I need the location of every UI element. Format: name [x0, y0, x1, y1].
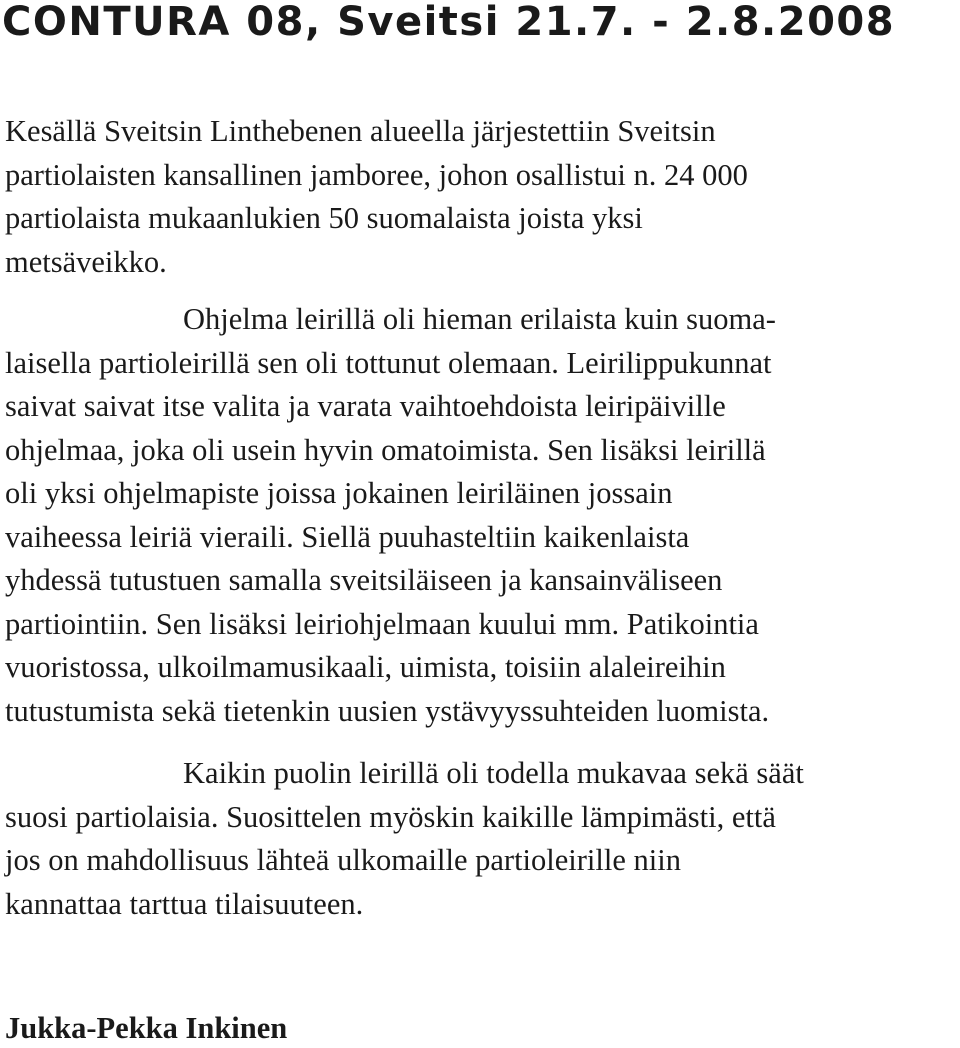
paragraph-intro — [5, 110, 960, 284]
text-line: metsäveikko. — [5, 244, 167, 279]
page-title: CONTURA 08, Sveitsi 21.7. - 2.8.2008 — [2, 0, 896, 45]
author-signature: Jukka-Pekka Inkinen — [5, 1011, 288, 1045]
text-line: partiolaisten kansallinen jamboree, johon osallistui n. 24 000 — [5, 157, 748, 192]
text-line: laisella partioleirillä sen oli tottunut olemaan. Leirilippukunnat — [5, 345, 772, 380]
text-line: vuoristossa, ulkoilmamusikaali, uimista, toisiin alaleireihin — [5, 650, 726, 684]
text-line: tutustumista sekä tietenkin uusien ystävyyssuhteiden luomista. — [5, 693, 770, 728]
text-line: ohjelmaa, joka oli usein hyvin omatoimista. Sen lisäksi leirillä — [5, 432, 766, 467]
text-line: vaiheessa leiriä vieraili. Siellä puuhasteltiin kaikenlaista — [5, 519, 690, 554]
text-line: Kesällä Sveitsin Linthebenen alueella järjestettiin Sveitsin — [5, 114, 716, 148]
text-line: kannattaa tarttua tilaisuuteen. — [5, 886, 364, 921]
text-line: Ohjelma leirillä oli hieman erilaista kuin suoma- — [183, 302, 776, 336]
text-line: jos on mahdollisuus lähteä ulkomaille partioleirille niin — [5, 843, 681, 877]
text-line: Kaikin puolin leirillä oli todella mukavaa sekä säät — [183, 756, 804, 790]
paragraph-program — [5, 298, 960, 733]
text-line: saivat saivat itse valita ja varata vaihtoehdoista leiripäiville — [5, 389, 726, 423]
text-line: suosi partiolaisia. Suosittelen myöskin kaikille lämpimästi, että — [5, 799, 776, 834]
text-line: yhdessä tutustuen samalla sveitsiläiseen ja kansainväliseen — [5, 563, 723, 597]
text-line: partiolaista mukaanlukien 50 suomalaista joista yksi — [5, 201, 643, 235]
text-line: partiointiin. Sen lisäksi leiriohjelmaan kuului mm. Patikointia — [5, 606, 759, 641]
text-line: oli yksi ohjelmapiste joissa jokainen leiriläinen jossain — [5, 476, 673, 510]
paragraph-conclusion — [5, 752, 960, 926]
